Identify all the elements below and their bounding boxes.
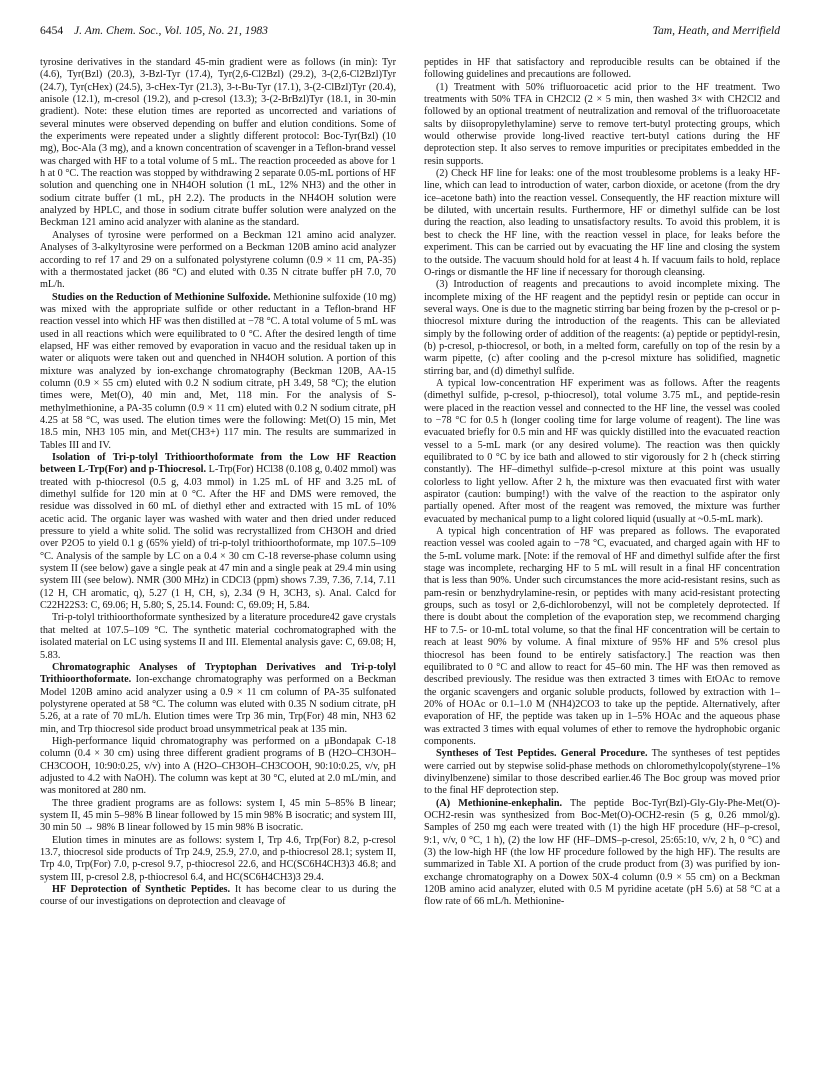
- paragraph: [424, 526, 780, 748]
- paragraph: [424, 279, 780, 378]
- section-heading: HF Deprotection of Synthetic Peptides.: [52, 884, 231, 896]
- paragraph-text: Ion-exchange chromatography was performed on a Beckman Model 120B amino acid analyzer using a 0.9 × 11 cm column of PA-35 sulfonated polystyrene operated at 58 °C. The column was eluted with 0.35 N sodium citrate, pH 5.26, at a rate of 70 mL/h. Elution times were Trp 36 min, Trp(For) 48 min, NH3 62 min, and Trp thiocresol side product broad unsymmetrical peak at 135 min.: [40, 674, 396, 735]
- paragraph-text: tyrosine derivatives in the standard 45-min gradient were as follows (in min): Tyr (4.6), Tyr(Bzl) (20.3), 3-Bzl-Tyr (17.4), Tyr(2,6-Cl2Bzl) (29.2), 3-(2,6-Cl2Bzl)Tyr (24.7), Tyr(cHex) (24.5), 3-cHex-Tyr (21.3), 3-t-Bu-Tyr (17.1), 3-(2-ClBzl)Tyr (20.4), anisole (12.1), m-cresol (19.2), and p-cresol (13.3); 3-(2-BrBzl)Tyr (18.1, in 30-min gradient). Note: these elution times are reported as uncorrected and variations of several minutes were observed depending on buffer and elution conditions. Some of the experiments were repeated under a slightly different protocol: Boc-Tyr(Bzl) (10 mg), Boc-Ala (3 mg), and a known concentration of scavenger in a Teflon-brand vessel was charged with HF to a total volume of 5 mL. The reaction proceeded as above for 1 h at 0 °C. The reaction was stopped by withdrawing 2 separate 0.05-mL portions of HF solution and quenching one in NH4OH solution (1 mL, 12% NH3) and the other in sodium citrate buffer (1 mL, pH 2.2). The products in the NH4OH solution were analyzed by HPLC, and those in sodium citrate buffer solution were analyzed on the Beckman 121 amino acid analyzer with alanine as the standard.: [40, 57, 396, 229]
- paragraph: [40, 292, 396, 452]
- paragraph: [40, 230, 396, 292]
- paragraph-text: (3) Introduction of reagents and precautions to avoid incomplete mixing. The incomplete mixing of the HF reagent and the peptidyl resin or peptide can occur in several ways. One is due to the magnetic stirring bar being frozen by the p-cresol or p-thiocresol mixture during the introduction of the reagents. This can be alleviated simply by the following order of addition of the reagents: (a) peptide or peptidyl-resin, (b) p-cresol, p-thiocresol, or both, in a melted form, carefully on top of the resin by a warm pipette, (c) after cooling and the p-cresol mixture has solidified, magnetic stirring bar, and (d) dimethyl sulfide.: [424, 279, 780, 377]
- section-heading: Isolation of Tri-p-tolyl Trithioorthoformate from the Low HF Reaction between L-Trp(For) and p-Thiocresol.: [40, 452, 396, 476]
- section-heading: (A) Methionine-enkephalin.: [436, 797, 563, 809]
- paragraph: [40, 662, 396, 736]
- paragraph-text: High-performance liquid chromatography was performed on a μBondapak C-18 column (0.4 × 30 cm) using three different gradient programs of B (H2O–CH3OH–CH3COOH, 10:90:0.25, v/v) into A (H2O–CH3OH–CH3COOH, 90:10:0.25, v/v, pH adjusted to 4.2 with NaOH). The column was kept at 30 °C, eluted at 2.0 mL/min, and was monitored at 280 nm.: [40, 735, 396, 797]
- paragraph-text: The three gradient programs are as follows: system I, 45 min 5–85% B linear; system II, 45 min 5–98% B linear followed by 15 min 98% B isocratic; and system III, 30 min 50 → 98% B linear followed by 15 min 98% B isocratic.: [40, 797, 396, 834]
- right-column: [424, 57, 780, 909]
- paragraph-text: Elution times in minutes are as follows: system I, Trp 4.6, Trp(For) 8.2, p-cresol 13.7, thiocresol side products of Trp 24.9, 25.9, 27.0, and p-thiocresol 28.1; system II, Trp 4.0, Trp(For) 7.0, p-cresol 9.7, p-thiocresol 22.6, and HC(SC6H4CH3)3 46.8; and system III, p-cresol 2.8, p-thiocresol 6.4, and HC(SC6H4CH3)3 29.4.: [40, 834, 396, 883]
- paragraph: [40, 884, 396, 909]
- paragraph-text: Methionine sulfoxide (10 mg) was mixed with the appropriate sulfide or other reductant in a Teflon-brand HF reaction vessel into which HF was then distilled at −78 °C. A total volume of 5 mL was used in all reactions which were equilibrated to 0 °C. After the desired length of time elapsed, HF was either removed by evaporation in vacuo and the residual taken up in water or aliquots were taken out and quenched in NH4OH solution. A portion of this mixture was analyzed by ion-exchange chromatography (Beckman 120B, AA-15 column (0.9 × 55 cm) eluted with 0.2 N sodium citrate, pH 3.49, 58 °C); the elution times were, Met(O), 40 min and, Met, 118 min. For the analysis of S-methylmethionine, a PA-35 column (0.9 × 11 cm) eluted with 0.2 N sodium citrate, pH 4.25 at 58 °C, was used. The elution times were the following: Met(O) 15 min, Met 18.5 min, NH3 105 min, and Met(CH3+) 117 min. The results are summarized in Tables III and IV.: [40, 291, 397, 451]
- paragraph-text: A typical high concentration of HF was prepared as follows. The evaporated reaction vessel was cooled again to −78 °C, evacuated, and charged again with HF to the 5-mL volume mark. [Note: if the removal of HF and dimethyl sulfide after the first stage was incomplete, recharging HF to 5 mL will result in a final HF concentration that is less than 90%. Under such circumstances the more acid-resistant resins, such as pam-resin or benzhydrylamine-resin, or peptides with many acid-resistant protecting groups, such as tosyl or 2,6-dichlorobenzyl, will not be completely deprotected. If there is doubt about the completion of the evaporation step, we recommend charging HF to 7.5- or 10-mL total volume, so that the final HF concentration will be certain to reach at least 90% by volume. A final mixture of 95% HF and 5% cresol plus thiocresol has been found to be entirely satisfactory.] The reaction was then equilibrated to 0 °C and allow to react for 45–60 min. The HF was then removed as described previously. The residue was then extracted 3 times with EtOAc to remove the organic scavengers and organic soluble products, followed by extraction with 1–20% of HOAc or 0.1–1.0 M (NH4)2CO3 to take up the peptide. Alternatively, after evaporation of HF, the peptide was taken up in 1–5% HOAc and the aqueous phase was extracted 3 times with equal volumes of ether to remove the hydrophobic organic components.: [424, 526, 780, 747]
- paragraph-text: (2) Check HF line for leaks: one of the most troublesome problems is a leaky HF-line, which can lead to introduction of water, carbon dioxide, or acetone (from the dry ice–acetone bath) into the reaction vessel. Consequently, the HF reaction mixture will be diluted, with uncertain results. Furthermore, HF or dimethyl sulfide can be lost during the reaction, also leading to unsatisfactory results. To avoid this problem, it is best to check the HF line, with the reaction vessel in place, for leaks before the experiment. This can be carried out by evacuating the HF line and closing the system to the outside. The vacuum should hold for at least 4 h. If vacuum fails to hold, replace O-rings or dismantle the HF line if necessary for thorough cleansing.: [424, 168, 780, 278]
- running-authors: Tam, Heath, and Merrifield: [652, 24, 780, 37]
- left-column: [40, 57, 396, 909]
- paragraph: [424, 168, 780, 279]
- paragraph: [40, 736, 396, 798]
- paragraph-text: L-Trp(For) HCl38 (0.108 g, 0.402 mmol) was treated with p-thiocresol (0.5 g, 4.03 mmol) in 1.25 mL of HF and 3.25 mL of dimethyl sulfide for 120 min at 0 °C. After the HF and DMS were removed, the residue was dissolved in 60 mL of diethyl ether and extracted with 15 mL of 10% acetic acid. The organic layer was washed with water and then dried under reduced pressure to yield a white solid. The solid was recrystallized from CH3OH and dried over P2O5 to yield 0.1 g (65% yield) of tri-p-tolyl trithioorthoformate, mp 107.5–109 °C. Analysis of the sample by LC on a 0.4 × 30 cm C-18 reverse-phase column using system II (see below) gave a single peak at 47 min and a single peak at 29.4 min using system III (see below). NMR (300 MHz) in CDCl3 (ppm) shows 7.39, 7.36, 7.14, 7.11 (12 H, CH aromatic, q), 5.27 (1 H, CH, s), 2.34 (9 H, 3CH3, s). Anal. Calcd for C22H22S3: C, 69.06; H, 5.80; S, 25.14. Found: C, 69.09; H, 5.84.: [40, 464, 396, 612]
- paragraph-text: Tri-p-tolyl trithioorthoformate synthesized by a literature procedure42 gave crystals that melted at 107.5–109 °C. The synthetic material cochromatographed with the isolated material on LC using systems II and III. Elemental analysis gave: C, 69.08; H, 5.83.: [40, 612, 396, 661]
- paragraph-text: (1) Treatment with 50% trifluoroacetic acid prior to the HF treatment. Two treatments with 50% TFA in CH2Cl2 (2 × 5 min, then washed 3× with CH2Cl2 and followed by an optional treatment of neutralization and removal of the trifluoroacetate salts by diisopropylethylamine) serve to remove tert-butyl protecting groups, which would otherwise provide long-lived reactive tert-butyl cations during the HF deprotection step. It also serves to remove impurities or precipitates embedded in the resin supports.: [424, 81, 780, 167]
- paragraph: [40, 798, 396, 835]
- paragraph: [424, 748, 780, 797]
- section-heading: Chromatographic Analyses of Tryptophan Derivatives and Tri-p-tolyl Trithioorthoformate.: [40, 661, 396, 686]
- paragraph: [40, 835, 396, 884]
- section-heading: Studies on the Reduction of Methionine Sulfoxide.: [52, 291, 271, 303]
- paragraph-text: The peptide Boc-Tyr(Bzl)-Gly-Gly-Phe-Met(O)-OCH2-resin was synthesized from Boc-Met(O)-OCH2-resin (5 g, 0.26 mmol/g). Samples of 250 mg each were treated with (1) the high HF procedure (HF–p-cresol, 9:1, v/v, 0 °C, 1 h), (2) the low HF (HF–DMS–p-cresol, 25:65:10, v/v, 2 h, 0 °C) and (3) the low-high HF (the low HF procedure followed by the high HF). The results are summarized in Table XI. A portion of the crude product from (3) was purified by ion-exchange chromatography on a Dowex 50X-4 column (0.9 × 55 cm) on a Beckman 120B amino acid analyzer, eluted with 0.5 M pyridine acetate (pH 5.6) at 58 °C at a flow rate of 66 mL/h. Methionine-: [424, 797, 780, 908]
- paragraph-text: peptides in HF that satisfactory and reproducible results can be obtained if the following guidelines and precautions are followed.: [424, 57, 780, 81]
- paragraph-text: The syntheses of test peptides were carried out by stepwise solid-phase methods on chloromethylcopoly(styrene–1% divinylbenzene) similar to those described earlier.46 The Boc group was moved prior to the final HF deprotection step.: [424, 748, 780, 797]
- paragraph: [40, 612, 396, 661]
- paragraph: [424, 798, 780, 909]
- paragraph-text: Analyses of tyrosine were performed on a Beckman 121 amino acid analyzer. Analyses of 3-alkyltyrosine were performed on a Beckman 120B amino acid analyzer according to ref 17 and 29 on a sulfonated polystyrene column (0.9 × 11 cm, PA-35) with a thermostated jacket (86 °C) and eluted with 0.35 N citrate buffer pH 7.0, 70 mL/h.: [40, 229, 396, 291]
- paragraph-text: A typical low-concentration HF experiment was as follows. After the reagents (dimethyl sulfide, p-cresol, p-thiocresol), total volume 3.75 mL, and peptide-resin were placed in the reaction vessel and connected to the HF line, the vessel was cooled to −78 °C for 0.5 h (longer cooling time for large volume of reagent). The line was evacuated briefly for 0.5 min and HF was quickly distilled into the evacuated reaction vessel to a 5-mL mark (or any desired volume). The reaction was then quickly equilibrated to 0 °C by ice bath and allowed to stir vigorously for 2 h (check stirring constantly). The HF–dimethyl sulfide–p-cresol mixture at this point was usually colorless to light yellow. After 2 h, the mixture was then evacuated first with water aspirator (caution: bumping!) with the valve of the reaction to the aspirator only partially opened. After most of the reagent was removed, the mixture was further evacuated by mechanical pump to a light colored liquid (usually at ~0.5-mL mark).: [424, 377, 780, 525]
- page-number: 6454: [40, 24, 64, 37]
- paragraph: [40, 57, 396, 230]
- section-heading: Syntheses of Test Peptides. General Procedure.: [436, 748, 648, 760]
- paragraph: [424, 57, 780, 82]
- paragraph: [424, 378, 780, 526]
- paragraph: [424, 82, 780, 168]
- running-header: [40, 24, 780, 40]
- journal-citation: J. Am. Chem. Soc., Vol. 105, No. 21, 1983: [74, 24, 268, 37]
- paragraph: [40, 452, 396, 612]
- paragraph-text: It has become clear to us during the course of our investigations on deprotection and cleavage of: [40, 884, 397, 908]
